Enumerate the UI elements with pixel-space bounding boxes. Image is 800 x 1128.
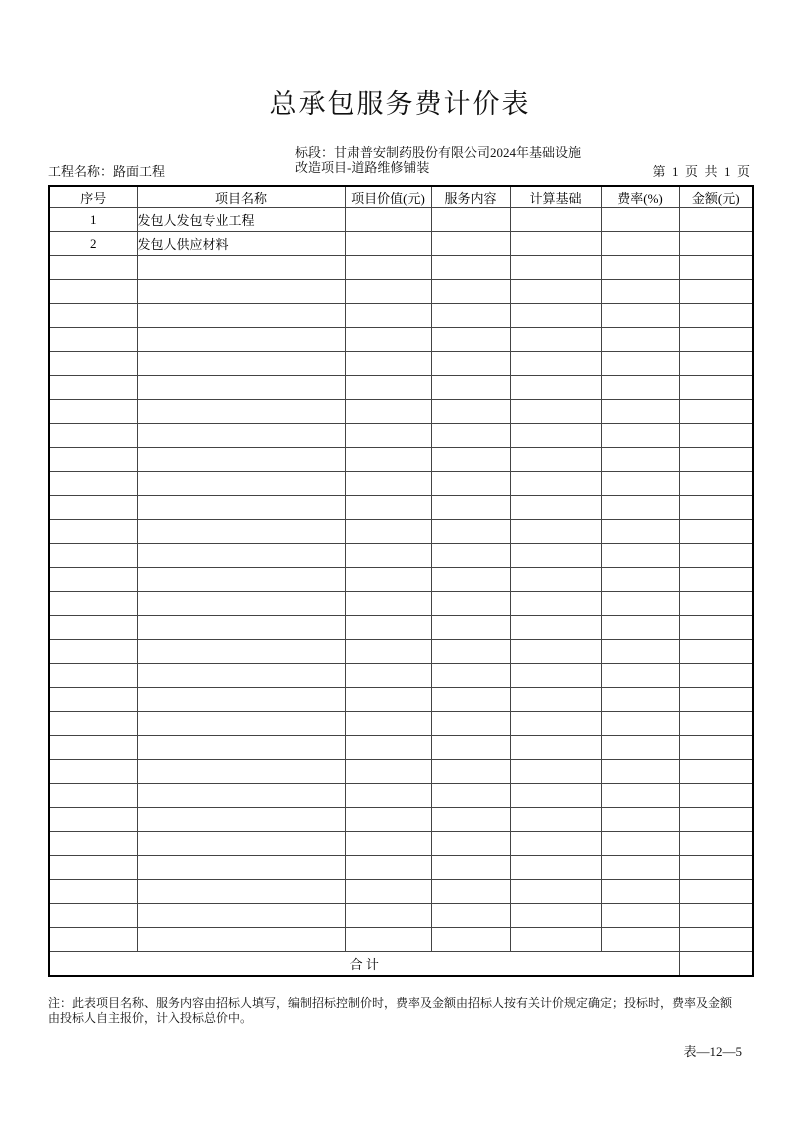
cell-value	[345, 376, 431, 400]
cell-basis	[510, 712, 601, 736]
cell-basis	[510, 856, 601, 880]
cell-seq	[49, 304, 137, 328]
cell-name	[137, 856, 345, 880]
cell-value	[345, 400, 431, 424]
table-row	[49, 256, 753, 280]
cell-name	[137, 664, 345, 688]
cell-seq	[49, 424, 137, 448]
cell-rate	[601, 808, 679, 832]
table-row	[49, 616, 753, 640]
cell-value	[345, 544, 431, 568]
cell-service	[431, 256, 510, 280]
cell-seq	[49, 544, 137, 568]
cell-rate	[601, 832, 679, 856]
cell-rate	[601, 304, 679, 328]
table-row	[49, 232, 753, 256]
cell-name	[137, 928, 345, 952]
cell-service	[431, 736, 510, 760]
table-row	[49, 664, 753, 688]
cell-value	[345, 664, 431, 688]
cell-service	[431, 544, 510, 568]
cell-name	[137, 544, 345, 568]
cell-basis	[510, 400, 601, 424]
cell-basis	[510, 280, 601, 304]
cell-basis	[510, 448, 601, 472]
cell-value	[345, 232, 431, 256]
cell-rate	[601, 376, 679, 400]
cell-service	[431, 232, 510, 256]
cell-amount	[679, 424, 753, 448]
cell-value	[345, 928, 431, 952]
column-header: 序号	[49, 186, 137, 208]
table-row	[49, 520, 753, 544]
cell-amount	[679, 352, 753, 376]
table-row	[49, 280, 753, 304]
cell-amount	[679, 856, 753, 880]
cell-basis	[510, 304, 601, 328]
cell-basis	[510, 760, 601, 784]
cell-amount	[679, 400, 753, 424]
cell-value	[345, 880, 431, 904]
cell-basis	[510, 664, 601, 688]
column-header: 服务内容	[431, 186, 510, 208]
cell-seq	[49, 880, 137, 904]
section-line-1: 标段：甘肃普安制药股份有限公司2024年基础设施	[295, 145, 582, 160]
cell-rate	[601, 568, 679, 592]
footnote	[48, 996, 754, 1026]
cell-amount	[679, 880, 753, 904]
cell-rate	[601, 256, 679, 280]
cell-rate	[601, 880, 679, 904]
cell-rate	[601, 232, 679, 256]
cell-amount	[679, 568, 753, 592]
cell-rate	[601, 280, 679, 304]
cell-service	[431, 760, 510, 784]
cell-basis	[510, 736, 601, 760]
cell-seq	[49, 808, 137, 832]
cell-name	[137, 832, 345, 856]
table-row	[49, 544, 753, 568]
cell-amount	[679, 592, 753, 616]
table-row	[49, 328, 753, 352]
table-header-row	[49, 186, 753, 208]
form-code: 表—12—5	[683, 1044, 742, 1059]
cell-basis	[510, 328, 601, 352]
cell-seq	[49, 736, 137, 760]
cell-seq	[49, 664, 137, 688]
cell-basis	[510, 568, 601, 592]
cell-basis	[510, 376, 601, 400]
cell-service	[431, 496, 510, 520]
cell-rate	[601, 496, 679, 520]
cell-amount	[679, 544, 753, 568]
table-row	[49, 880, 753, 904]
cell-amount	[679, 784, 753, 808]
table-row	[49, 304, 753, 328]
cell-basis	[510, 616, 601, 640]
cell-amount	[679, 304, 753, 328]
table-row	[49, 712, 753, 736]
cell-value	[345, 736, 431, 760]
cell-rate	[601, 784, 679, 808]
table-row	[49, 640, 753, 664]
cell-basis	[510, 928, 601, 952]
cell-rate	[601, 592, 679, 616]
cell-rate	[601, 904, 679, 928]
cell-service	[431, 304, 510, 328]
cell-basis	[510, 784, 601, 808]
table-row	[49, 736, 753, 760]
cell-amount	[679, 904, 753, 928]
cell-rate	[601, 928, 679, 952]
cell-basis	[510, 544, 601, 568]
cell-value	[345, 496, 431, 520]
cell-seq: 2	[49, 232, 137, 256]
cell-service	[431, 592, 510, 616]
cell-value	[345, 784, 431, 808]
cell-amount	[679, 496, 753, 520]
cell-seq	[49, 568, 137, 592]
cell-amount	[679, 736, 753, 760]
cell-rate	[601, 448, 679, 472]
cell-name	[137, 448, 345, 472]
cell-name	[137, 352, 345, 376]
cell-seq	[49, 760, 137, 784]
footnote-line-2: 由投标人自主报价，计入投标总价中。	[48, 1011, 253, 1025]
cell-rate	[601, 712, 679, 736]
cell-name	[137, 688, 345, 712]
cell-service	[431, 448, 510, 472]
cell-rate	[601, 424, 679, 448]
cell-rate	[601, 520, 679, 544]
page-title: 总承包服务费计价表	[269, 89, 531, 119]
cell-seq	[49, 928, 137, 952]
cell-seq	[49, 904, 137, 928]
column-header: 项目名称	[137, 186, 345, 208]
cell-rate	[601, 328, 679, 352]
table-row	[49, 496, 753, 520]
cell-service	[431, 712, 510, 736]
table-row	[49, 832, 753, 856]
cell-seq	[49, 376, 137, 400]
cell-amount	[679, 232, 753, 256]
cell-service	[431, 616, 510, 640]
cell-value	[345, 424, 431, 448]
cell-basis	[510, 352, 601, 376]
cell-rate	[601, 352, 679, 376]
cell-name	[137, 880, 345, 904]
cell-name	[137, 496, 345, 520]
table-row	[49, 592, 753, 616]
cell-service	[431, 856, 510, 880]
cell-basis	[510, 640, 601, 664]
table-row	[49, 760, 753, 784]
cell-service	[431, 928, 510, 952]
cell-value	[345, 568, 431, 592]
column-header: 费率(%)	[601, 186, 679, 208]
cell-amount	[679, 664, 753, 688]
cell-amount	[679, 760, 753, 784]
cell-rate	[601, 400, 679, 424]
cell-value	[345, 808, 431, 832]
cell-name: 发包人发包专业工程	[137, 208, 345, 232]
table-row	[49, 376, 753, 400]
cell-name	[137, 328, 345, 352]
project-name-label: 工程名称：路面工程	[48, 164, 166, 179]
cell-service	[431, 352, 510, 376]
table-row	[49, 424, 753, 448]
cell-value	[345, 280, 431, 304]
table-row	[49, 472, 753, 496]
cell-amount	[679, 256, 753, 280]
cell-value	[345, 256, 431, 280]
total-amount-cell	[679, 952, 753, 977]
cell-seq: 1	[49, 208, 137, 232]
cell-name	[137, 304, 345, 328]
cell-name	[137, 736, 345, 760]
cell-basis	[510, 208, 601, 232]
cell-service	[431, 784, 510, 808]
cell-service	[431, 520, 510, 544]
cell-name	[137, 568, 345, 592]
cell-amount	[679, 616, 753, 640]
section-info	[295, 145, 581, 175]
column-header: 计算基础	[510, 186, 601, 208]
cell-value	[345, 592, 431, 616]
cell-name	[137, 472, 345, 496]
cell-name	[137, 520, 345, 544]
cell-amount	[679, 328, 753, 352]
cell-seq	[49, 592, 137, 616]
cell-basis	[510, 808, 601, 832]
column-header: 金额(元)	[679, 186, 753, 208]
cell-amount	[679, 448, 753, 472]
cell-rate	[601, 736, 679, 760]
cell-service	[431, 472, 510, 496]
table-row	[49, 856, 753, 880]
cell-amount	[679, 472, 753, 496]
cell-value	[345, 520, 431, 544]
cell-basis	[510, 688, 601, 712]
table-row	[49, 904, 753, 928]
cell-rate	[601, 664, 679, 688]
cell-service	[431, 688, 510, 712]
cell-service	[431, 424, 510, 448]
table-row	[49, 352, 753, 376]
cell-seq	[49, 256, 137, 280]
cell-rate	[601, 544, 679, 568]
cell-amount	[679, 640, 753, 664]
cell-rate	[601, 472, 679, 496]
cell-rate	[601, 616, 679, 640]
table-row	[49, 928, 753, 952]
table-row	[49, 448, 753, 472]
cell-service	[431, 664, 510, 688]
cell-amount	[679, 712, 753, 736]
cell-value	[345, 352, 431, 376]
cell-amount	[679, 808, 753, 832]
cell-value	[345, 712, 431, 736]
cell-service	[431, 832, 510, 856]
cell-value	[345, 904, 431, 928]
cell-service	[431, 328, 510, 352]
cell-seq	[49, 832, 137, 856]
footnote-line-1: 注：此表项目名称、服务内容由招标人填写，编制招标控制价时，费率及金额由招标人按有关计价规定确定；投标时，费率及金额	[48, 996, 733, 1010]
cell-rate	[601, 208, 679, 232]
cell-service	[431, 808, 510, 832]
cell-seq	[49, 328, 137, 352]
cell-name	[137, 760, 345, 784]
cell-name	[137, 808, 345, 832]
column-header: 项目价值(元)	[345, 186, 431, 208]
cell-value	[345, 640, 431, 664]
cell-name	[137, 256, 345, 280]
cell-name	[137, 904, 345, 928]
cell-value	[345, 760, 431, 784]
cell-seq	[49, 640, 137, 664]
cell-amount	[679, 688, 753, 712]
cell-seq	[49, 688, 137, 712]
cell-name	[137, 424, 345, 448]
cell-basis	[510, 232, 601, 256]
cell-basis	[510, 472, 601, 496]
cell-name	[137, 640, 345, 664]
cell-seq	[49, 448, 137, 472]
cell-name	[137, 616, 345, 640]
total-row	[49, 952, 753, 977]
section-line-2: 改造项目-道路维修铺装	[295, 160, 430, 175]
cell-amount	[679, 520, 753, 544]
cell-value	[345, 688, 431, 712]
cell-seq	[49, 496, 137, 520]
cell-value	[345, 856, 431, 880]
table-row	[49, 688, 753, 712]
cell-service	[431, 400, 510, 424]
cell-service	[431, 376, 510, 400]
cell-basis	[510, 424, 601, 448]
fee-pricing-table	[48, 185, 754, 977]
cell-service	[431, 568, 510, 592]
cell-value	[345, 448, 431, 472]
cell-rate	[601, 856, 679, 880]
cell-service	[431, 904, 510, 928]
cell-seq	[49, 712, 137, 736]
cell-seq	[49, 616, 137, 640]
cell-name	[137, 376, 345, 400]
cell-amount	[679, 376, 753, 400]
cell-seq	[49, 472, 137, 496]
table-row	[49, 208, 753, 232]
cell-basis	[510, 520, 601, 544]
cell-seq	[49, 520, 137, 544]
cell-basis	[510, 832, 601, 856]
cell-basis	[510, 904, 601, 928]
cell-name	[137, 400, 345, 424]
cell-service	[431, 640, 510, 664]
cell-basis	[510, 496, 601, 520]
cell-value	[345, 208, 431, 232]
cell-basis	[510, 592, 601, 616]
table-row	[49, 784, 753, 808]
total-label: 合 计	[49, 952, 679, 977]
page-indicator: 第 1 页 共 1 页	[652, 164, 750, 179]
cell-service	[431, 280, 510, 304]
cell-seq	[49, 784, 137, 808]
cell-name	[137, 280, 345, 304]
cell-rate	[601, 688, 679, 712]
cell-value	[345, 472, 431, 496]
cell-amount	[679, 280, 753, 304]
cell-seq	[49, 400, 137, 424]
cell-amount	[679, 832, 753, 856]
cell-basis	[510, 256, 601, 280]
cell-amount	[679, 208, 753, 232]
cell-basis	[510, 880, 601, 904]
cell-name	[137, 784, 345, 808]
cell-service	[431, 208, 510, 232]
cell-name: 发包人供应材料	[137, 232, 345, 256]
cell-value	[345, 616, 431, 640]
cell-value	[345, 304, 431, 328]
cell-value	[345, 832, 431, 856]
cell-service	[431, 880, 510, 904]
cell-rate	[601, 760, 679, 784]
cell-value	[345, 328, 431, 352]
table-row	[49, 568, 753, 592]
cell-name	[137, 592, 345, 616]
table-row	[49, 400, 753, 424]
cell-amount	[679, 928, 753, 952]
cell-rate	[601, 640, 679, 664]
cell-name	[137, 712, 345, 736]
table-row	[49, 808, 753, 832]
cell-seq	[49, 352, 137, 376]
cell-seq	[49, 856, 137, 880]
cell-seq	[49, 280, 137, 304]
